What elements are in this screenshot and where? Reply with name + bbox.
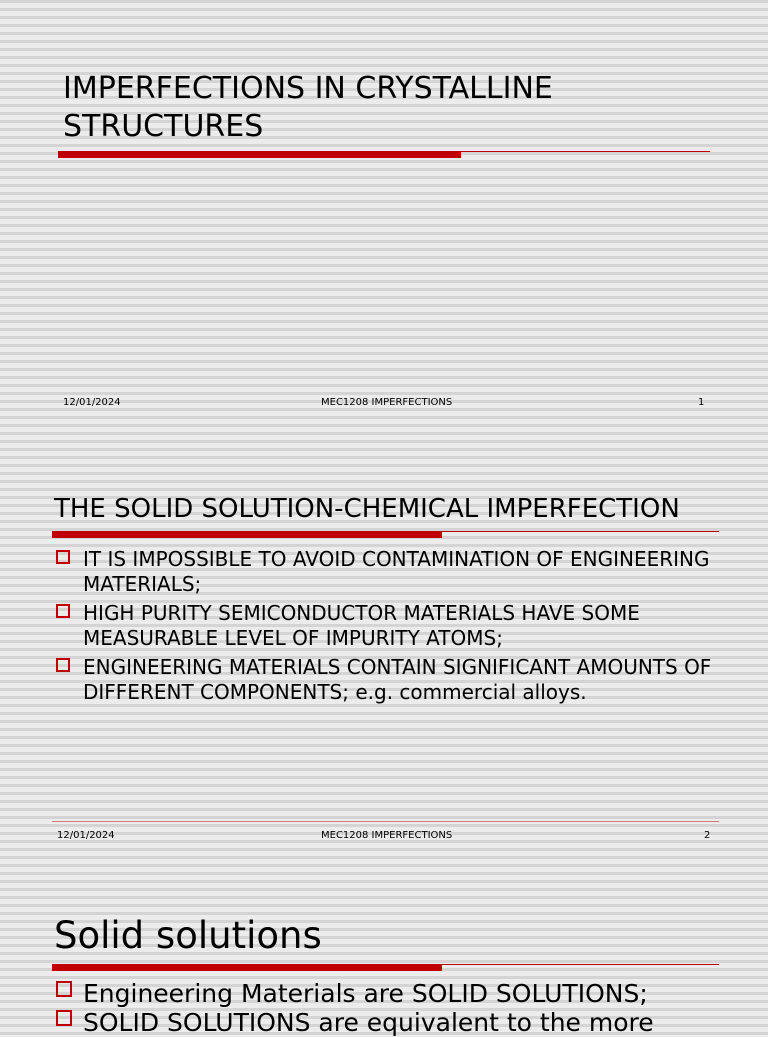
bullet-text: Engineering Materials are SOLID SOLUTIONS;: [83, 979, 648, 1008]
bullet-text: ENGINEERING MATERIALS CONTAIN SIGNIFICANT AMOUNTS OF DIFFERENT COMPONENTS; e.g. commercial alloys.: [83, 655, 712, 704]
bullet-item: [54, 1008, 754, 1037]
footer-page-number: 2: [704, 830, 711, 841]
footer-course: MEC1208 IMPERFECTIONS: [321, 397, 453, 408]
title-accent-bar: [52, 964, 442, 971]
bullet-item: [54, 979, 754, 1008]
bullet-text: IT IS IMPOSSIBLE TO AVOID CONTAMINATION OF ENGINEERING MATERIALS;: [83, 547, 710, 596]
footer-page-number: 1: [698, 397, 705, 408]
footer-date: 12/01/2024: [57, 830, 115, 841]
slide-2-title: THE SOLID SOLUTION-CHEMICAL IMPERFECTION: [54, 494, 680, 524]
slide-1-title: IMPERFECTIONS IN CRYSTALLINE STRUCTURES: [63, 71, 553, 144]
bullet-text: HIGH PURITY SEMICONDUCTOR MATERIALS HAVE SOME MEASURABLE LEVEL OF IMPURITY ATOMS;: [83, 601, 640, 650]
bullet-list: [54, 979, 754, 1037]
footer-course: MEC1208 IMPERFECTIONS: [321, 830, 453, 841]
bullet-text: SOLID SOLUTIONS are equivalent to the more: [83, 1008, 654, 1037]
footer-date: 12/01/2024: [63, 397, 121, 408]
slide-3-title: Solid solutions: [54, 914, 322, 957]
title-underline: [442, 964, 719, 965]
square-bullet-icon: [56, 981, 72, 997]
